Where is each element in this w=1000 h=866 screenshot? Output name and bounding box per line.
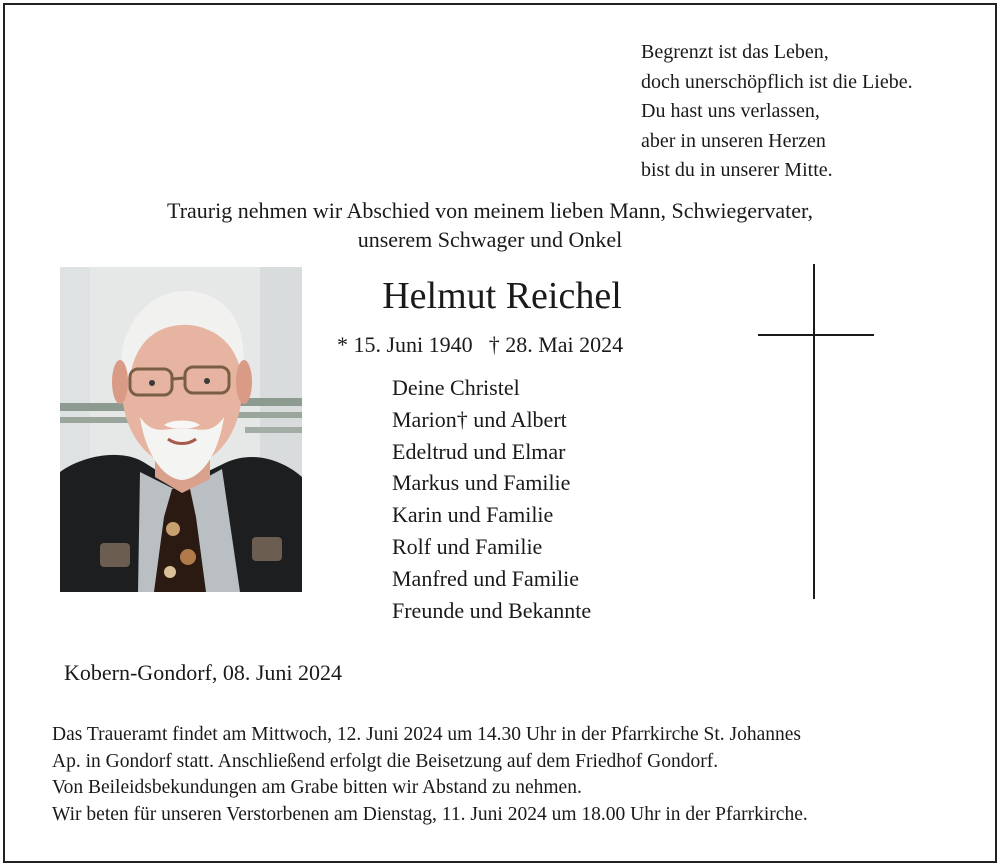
poem-line: Begrenzt ist das Leben, [641,41,829,63]
service-info-line: Wir beten für unseren Verstorbenen am Dienstag, 11. Juni 2024 um 18.00 Uhr in der Pfarrkirche. [52,803,808,825]
place-and-date: Kobern-Gondorf, 08. Juni 2024 [64,660,343,685]
cross-vertical-bar [813,264,815,599]
service-information [52,722,808,828]
service-info-line: Von Beileidsbekundungen am Grabe bitten wir Abstand zu nehmen. [52,777,582,798]
mourner-entry: Deine Christel [392,375,520,400]
birth-date: * 15. Juni 1940 [337,332,473,357]
mourner-entry: Rolf und Familie [392,533,543,559]
portrait-photo [60,267,302,592]
service-info-line: Das Traueramt findet am Mittwoch, 12. Juni 2024 um 14.30 Uhr in der Pfarrkirche St. Johannes [52,724,802,745]
mourner-entry: Edeltrud und Elmar [392,438,566,464]
cross-icon [756,264,876,600]
mourners-list [392,372,591,626]
life-dates [337,331,623,359]
service-info-line: Ap. in Gondorf statt. Anschließend erfolgt die Beisetzung auf dem Friedhof Gondorf. [52,750,719,772]
death-date: † 28. Mai 2024 [488,332,624,357]
mourner-entry: Karin und Familie [392,502,554,528]
memorial-poem [641,38,913,186]
mourner-entry: Marion† und Albert [392,406,567,432]
poem-line: Du hast uns verlassen, [641,100,820,122]
cross-horizontal-bar [758,334,874,336]
mourner-entry: Markus und Familie [392,470,571,496]
intro-line: unserem Schwager und Onkel [357,227,623,252]
intro-text [0,196,980,254]
poem-line: aber in unseren Herzen [641,129,826,152]
poem-line: bist du in unserer Mitte. [641,159,833,181]
mourner-entry: Manfred und Familie [392,565,579,591]
poem-line: doch unerschöpflich ist die Liebe. [641,70,913,93]
deceased-name: Helmut Reichel [382,275,622,317]
mourner-entry: Freunde und Bekannte [392,597,592,623]
intro-line: Traurig nehmen wir Abschied von meinem lieben Mann, Schwiegervater, [167,198,813,223]
